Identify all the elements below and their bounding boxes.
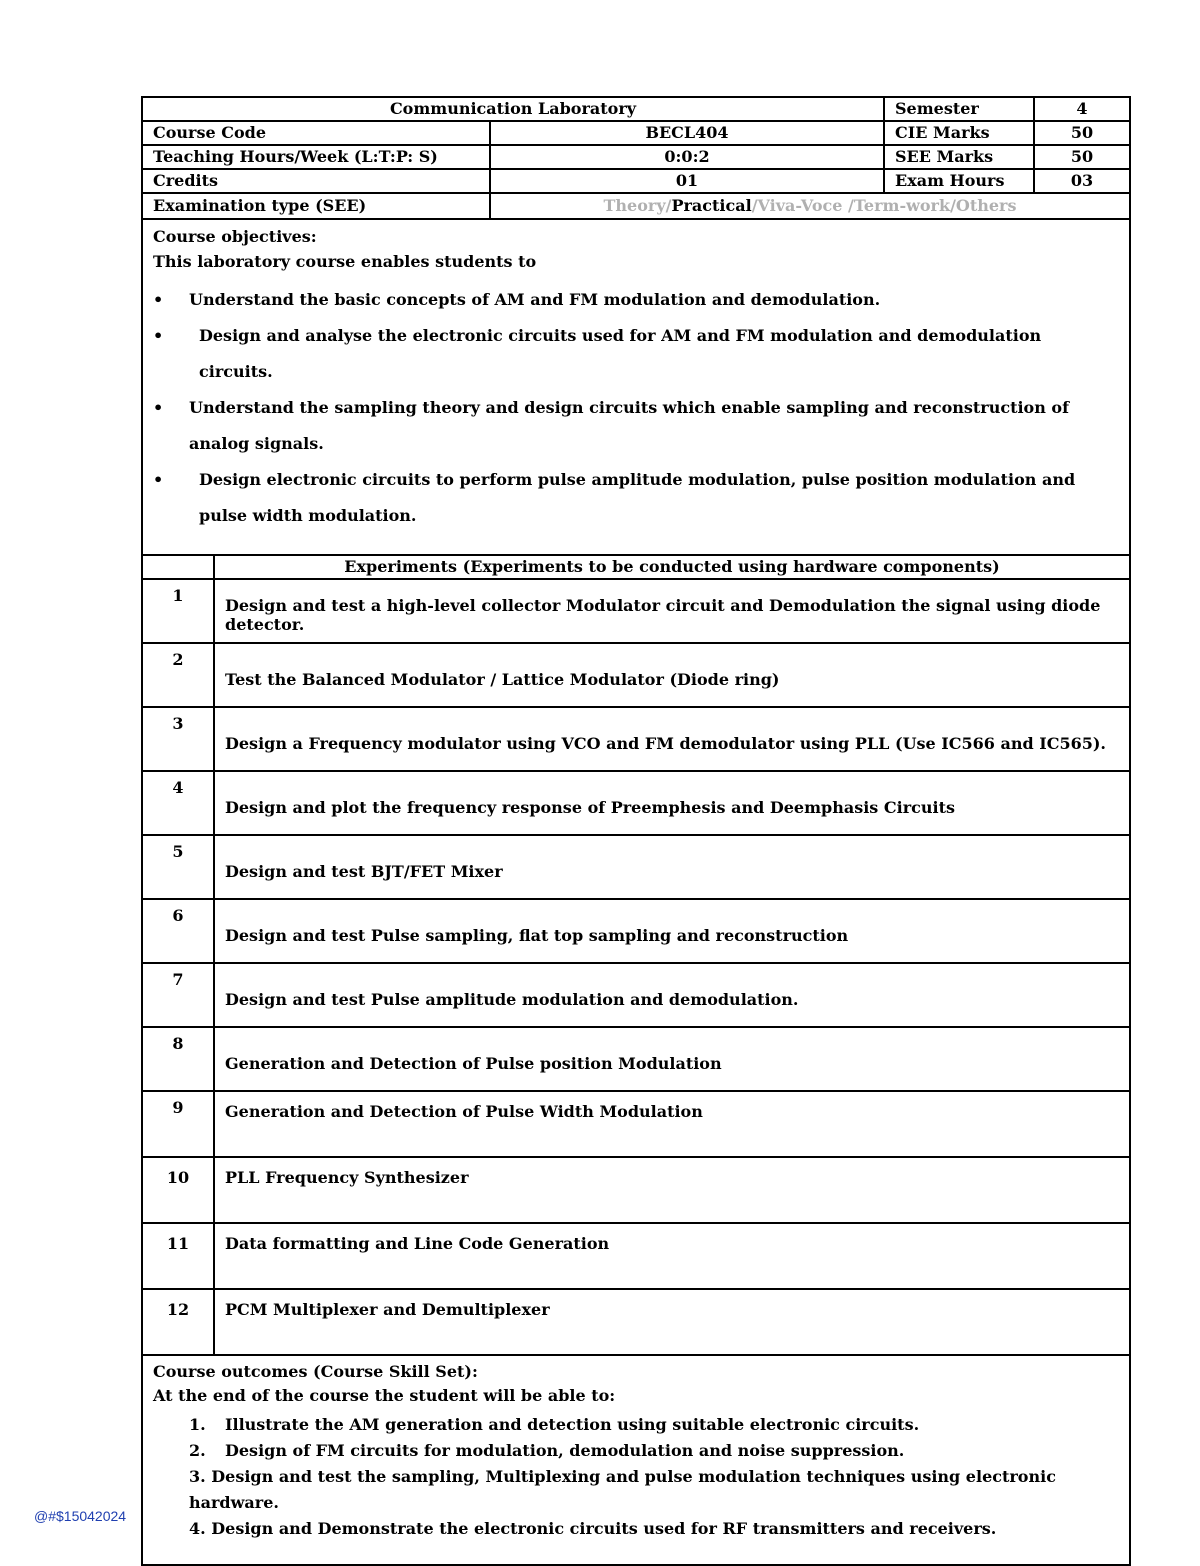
table-row bbox=[142, 1027, 1130, 1091]
experiment-text: Test the Balanced Modulator / Lattice Modulator (Diode ring) bbox=[214, 643, 1130, 707]
table-row bbox=[142, 1223, 1130, 1289]
document-stamp: @#$15042024 bbox=[34, 1508, 127, 1524]
experiment-text: PCM Multiplexer and Demultiplexer bbox=[214, 1289, 1130, 1355]
objectives-list bbox=[153, 282, 1119, 534]
credits-label: Credits bbox=[142, 169, 490, 193]
objectives-title: Course objectives: bbox=[153, 227, 317, 246]
cie-marks-value: 50 bbox=[1034, 121, 1130, 145]
experiment-number: 10 bbox=[142, 1157, 214, 1223]
bullet-icon: • bbox=[153, 290, 164, 309]
experiment-number: 11 bbox=[142, 1223, 214, 1289]
teaching-hours-value: 0:0:2 bbox=[490, 145, 884, 169]
outcomes-list bbox=[153, 1412, 1119, 1542]
table-row bbox=[142, 707, 1130, 771]
course-code-row bbox=[142, 121, 1130, 145]
objective-item: • Understand the sampling theory and design circuits which enable sampling and reconstruction of analog signals. bbox=[153, 390, 1119, 462]
course-code-label: Course Code bbox=[142, 121, 490, 145]
experiment-number: 2 bbox=[142, 643, 214, 707]
table-row bbox=[142, 963, 1130, 1027]
outcomes-title: Course outcomes (Course Skill Set): bbox=[153, 1362, 478, 1381]
table-row bbox=[142, 835, 1130, 899]
exam-type-row bbox=[142, 193, 1130, 219]
experiment-text: Data formatting and Line Code Generation bbox=[214, 1223, 1130, 1289]
exam-type-others: /Viva-Voce /Term-work/Others bbox=[751, 196, 1017, 215]
table-row bbox=[142, 1289, 1130, 1355]
experiment-text: Design and plot the frequency response of Preemphesis and Deemphasis Circuits bbox=[214, 771, 1130, 835]
experiment-number: 5 bbox=[142, 835, 214, 899]
objectives-cell bbox=[142, 219, 1130, 555]
course-code-value: BECL404 bbox=[490, 121, 884, 145]
see-marks-value: 50 bbox=[1034, 145, 1130, 169]
experiment-text: PLL Frequency Synthesizer bbox=[214, 1157, 1130, 1223]
experiment-number: 6 bbox=[142, 899, 214, 963]
experiment-number: 12 bbox=[142, 1289, 214, 1355]
experiment-number: 9 bbox=[142, 1091, 214, 1157]
experiment-number: 4 bbox=[142, 771, 214, 835]
cie-marks-label: CIE Marks bbox=[884, 121, 1034, 145]
objective-item: • Design electronic circuits to perform pulse amplitude modulation, pulse position modulation and pulse width modulation. bbox=[153, 462, 1119, 534]
table-row bbox=[142, 1157, 1130, 1223]
exam-type-value bbox=[490, 193, 1130, 219]
experiment-text: Generation and Detection of Pulse position Modulation bbox=[214, 1027, 1130, 1091]
experiment-text: Design a Frequency modulator using VCO and FM demodulator using PLL (Use IC566 and IC565). bbox=[214, 707, 1130, 771]
outcomes-intro: At the end of the course the student will be able to: bbox=[153, 1386, 616, 1405]
table-row bbox=[142, 1091, 1130, 1157]
course-title: Communication Laboratory bbox=[142, 97, 884, 121]
outcome-item: 1. Illustrate the AM generation and detection using suitable electronic circuits. bbox=[189, 1415, 920, 1434]
objectives-intro: This laboratory course enables students to bbox=[153, 252, 537, 271]
exam-type-theory: Theory/ bbox=[603, 196, 672, 215]
exam-hours-label: Exam Hours bbox=[884, 169, 1034, 193]
see-marks-label: SEE Marks bbox=[884, 145, 1034, 169]
semester-label: Semester bbox=[884, 97, 1034, 121]
experiment-number: 7 bbox=[142, 963, 214, 1027]
exam-hours-value: 03 bbox=[1034, 169, 1130, 193]
teaching-hours-label: Teaching Hours/Week (L:T:P: S) bbox=[142, 145, 490, 169]
table-row bbox=[142, 899, 1130, 963]
table-row bbox=[142, 771, 1130, 835]
outcome-item: 2. Design of FM circuits for modulation, demodulation and noise suppression. bbox=[189, 1441, 905, 1460]
outcome-item: 3. Design and test the sampling, Multiplexing and pulse modulation techniques using electronic hardware. bbox=[189, 1467, 1056, 1512]
experiments-heading: Experiments (Experiments to be conducted using hardware components) bbox=[214, 555, 1130, 579]
bullet-icon: • bbox=[153, 470, 164, 489]
experiment-number: 1 bbox=[142, 579, 214, 643]
title-row bbox=[142, 97, 1130, 121]
objective-item: • Design and analyse the electronic circuits used for AM and FM modulation and demodulation circuits. bbox=[153, 318, 1119, 390]
teaching-hours-row bbox=[142, 145, 1130, 169]
experiment-text: Design and test Pulse amplitude modulation and demodulation. bbox=[214, 963, 1130, 1027]
exam-type-practical: Practical bbox=[671, 196, 752, 215]
credits-row bbox=[142, 169, 1130, 193]
outcome-item: 4. Design and Demonstrate the electronic circuits used for RF transmitters and receivers. bbox=[189, 1519, 997, 1538]
table-row bbox=[142, 643, 1130, 707]
experiments-heading-blank bbox=[142, 555, 214, 579]
credits-value: 01 bbox=[490, 169, 884, 193]
outcomes-row bbox=[142, 1355, 1130, 1565]
experiment-text: Design and test BJT/FET Mixer bbox=[214, 835, 1130, 899]
objectives-row bbox=[142, 219, 1130, 555]
bullet-icon: • bbox=[153, 398, 164, 417]
experiment-number: 3 bbox=[142, 707, 214, 771]
table-row bbox=[142, 579, 1130, 643]
objective-item: • Understand the basic concepts of AM and FM modulation and demodulation. bbox=[153, 282, 1119, 318]
bullet-icon: • bbox=[153, 326, 164, 345]
course-document bbox=[141, 96, 1129, 1566]
outcomes-cell bbox=[142, 1355, 1130, 1565]
course-info-table bbox=[141, 96, 1131, 1566]
experiment-text: Generation and Detection of Pulse Width Modulation bbox=[214, 1091, 1130, 1157]
experiments-heading-row bbox=[142, 555, 1130, 579]
experiment-text: Design and test a high-level collector Modulator circuit and Demodulation the signal using diode detector. bbox=[214, 579, 1130, 643]
experiment-text: Design and test Pulse sampling, flat top sampling and reconstruction bbox=[214, 899, 1130, 963]
exam-type-label: Examination type (SEE) bbox=[142, 193, 490, 219]
experiment-number: 8 bbox=[142, 1027, 214, 1091]
semester-value: 4 bbox=[1034, 97, 1130, 121]
